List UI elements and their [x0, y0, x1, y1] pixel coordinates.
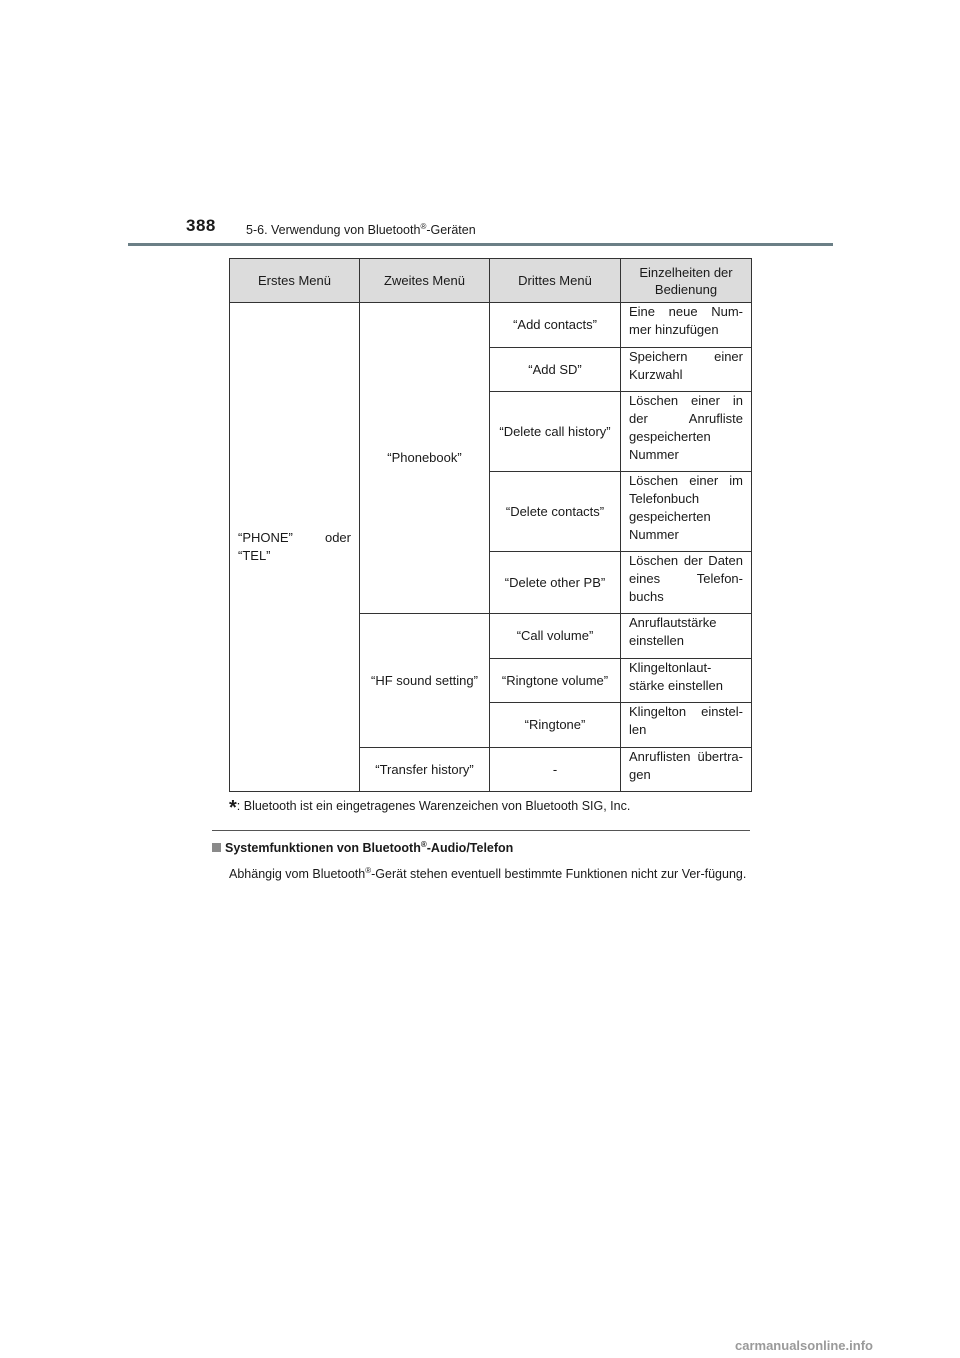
- subsection-heading-text: Systemfunktionen von Bluetooth: [225, 841, 421, 855]
- paragraph-suffix: -Gerät stehen eventuell bestimmte Funktionen nicht zur Ver-fügung.: [371, 867, 747, 881]
- detail-cell: Speichern einer Kurzwahl: [621, 348, 752, 392]
- col-header-first-menu: Erstes Menü: [230, 259, 360, 303]
- section-title-text: 5-6. Verwendung von Bluetooth: [246, 223, 421, 237]
- second-menu-cell: “HF sound setting”: [360, 614, 490, 748]
- second-menu-cell: “Transfer history”: [360, 748, 490, 792]
- table-row: [230, 303, 752, 348]
- first-menu-cell: “PHONE” oder “TEL”: [230, 303, 360, 792]
- watermark: carmanualsonline.info: [735, 1338, 873, 1353]
- third-menu-cell: “Add SD”: [490, 348, 621, 392]
- detail-cell: Klingelton einstel-len: [621, 703, 752, 748]
- detail-cell: Löschen der Daten eines Telefon-buchs: [621, 552, 752, 614]
- detail-cell: Anruflisten übertra-gen: [621, 748, 752, 792]
- menu-table: [229, 258, 752, 792]
- registered-mark: ®: [420, 222, 427, 231]
- third-menu-cell: “Delete contacts”: [490, 472, 621, 552]
- detail-cell: Klingeltonlaut-stärke einstellen: [621, 659, 752, 703]
- footnote-marker: *: [229, 797, 237, 819]
- col-header-third-menu: Drittes Menü: [490, 259, 621, 303]
- subsection-heading-suffix: -Audio/Telefon: [426, 841, 514, 855]
- detail-cell: Eine neue Num-mer hinzufügen: [621, 303, 752, 348]
- third-menu-cell: “Call volume”: [490, 614, 621, 659]
- detail-cell: Anruflautstärke einstellen: [621, 614, 752, 659]
- third-menu-cell: -: [490, 748, 621, 792]
- col-header-details: Einzelheiten der Bedienung: [621, 259, 752, 303]
- col-header-second-menu: Zweites Menü: [360, 259, 490, 303]
- table-header-row: [230, 259, 752, 303]
- third-menu-cell: “Delete call history”: [490, 392, 621, 472]
- square-bullet-icon: [212, 843, 221, 852]
- section-title-suffix: -Geräten: [426, 223, 476, 237]
- section-title: [246, 222, 476, 237]
- section-divider: [212, 830, 750, 831]
- header-rule: [128, 243, 833, 246]
- registered-mark: ®: [365, 866, 372, 875]
- third-menu-cell: “Ringtone volume”: [490, 659, 621, 703]
- second-menu-cell: “Phonebook”: [360, 303, 490, 614]
- detail-cell: Löschen einer in der Anrufliste gespeicherten Nummer: [621, 392, 752, 472]
- third-menu-cell: “Add contacts”: [490, 303, 621, 348]
- subsection-heading: [212, 840, 513, 855]
- footnote: [229, 797, 630, 820]
- page-number: 388: [186, 216, 216, 235]
- detail-cell: Löschen einer im Telefonbuch gespeicherten Nummer: [621, 472, 752, 552]
- third-menu-cell: “Ringtone”: [490, 703, 621, 748]
- registered-mark: ®: [420, 840, 427, 849]
- footnote-text: : Bluetooth ist ein eingetragenes Warenzeichen von Bluetooth SIG, Inc.: [236, 799, 631, 813]
- subsection-paragraph: [229, 861, 751, 884]
- paragraph-text: Abhängig vom Bluetooth: [229, 867, 366, 881]
- third-menu-cell: “Delete other PB”: [490, 552, 621, 614]
